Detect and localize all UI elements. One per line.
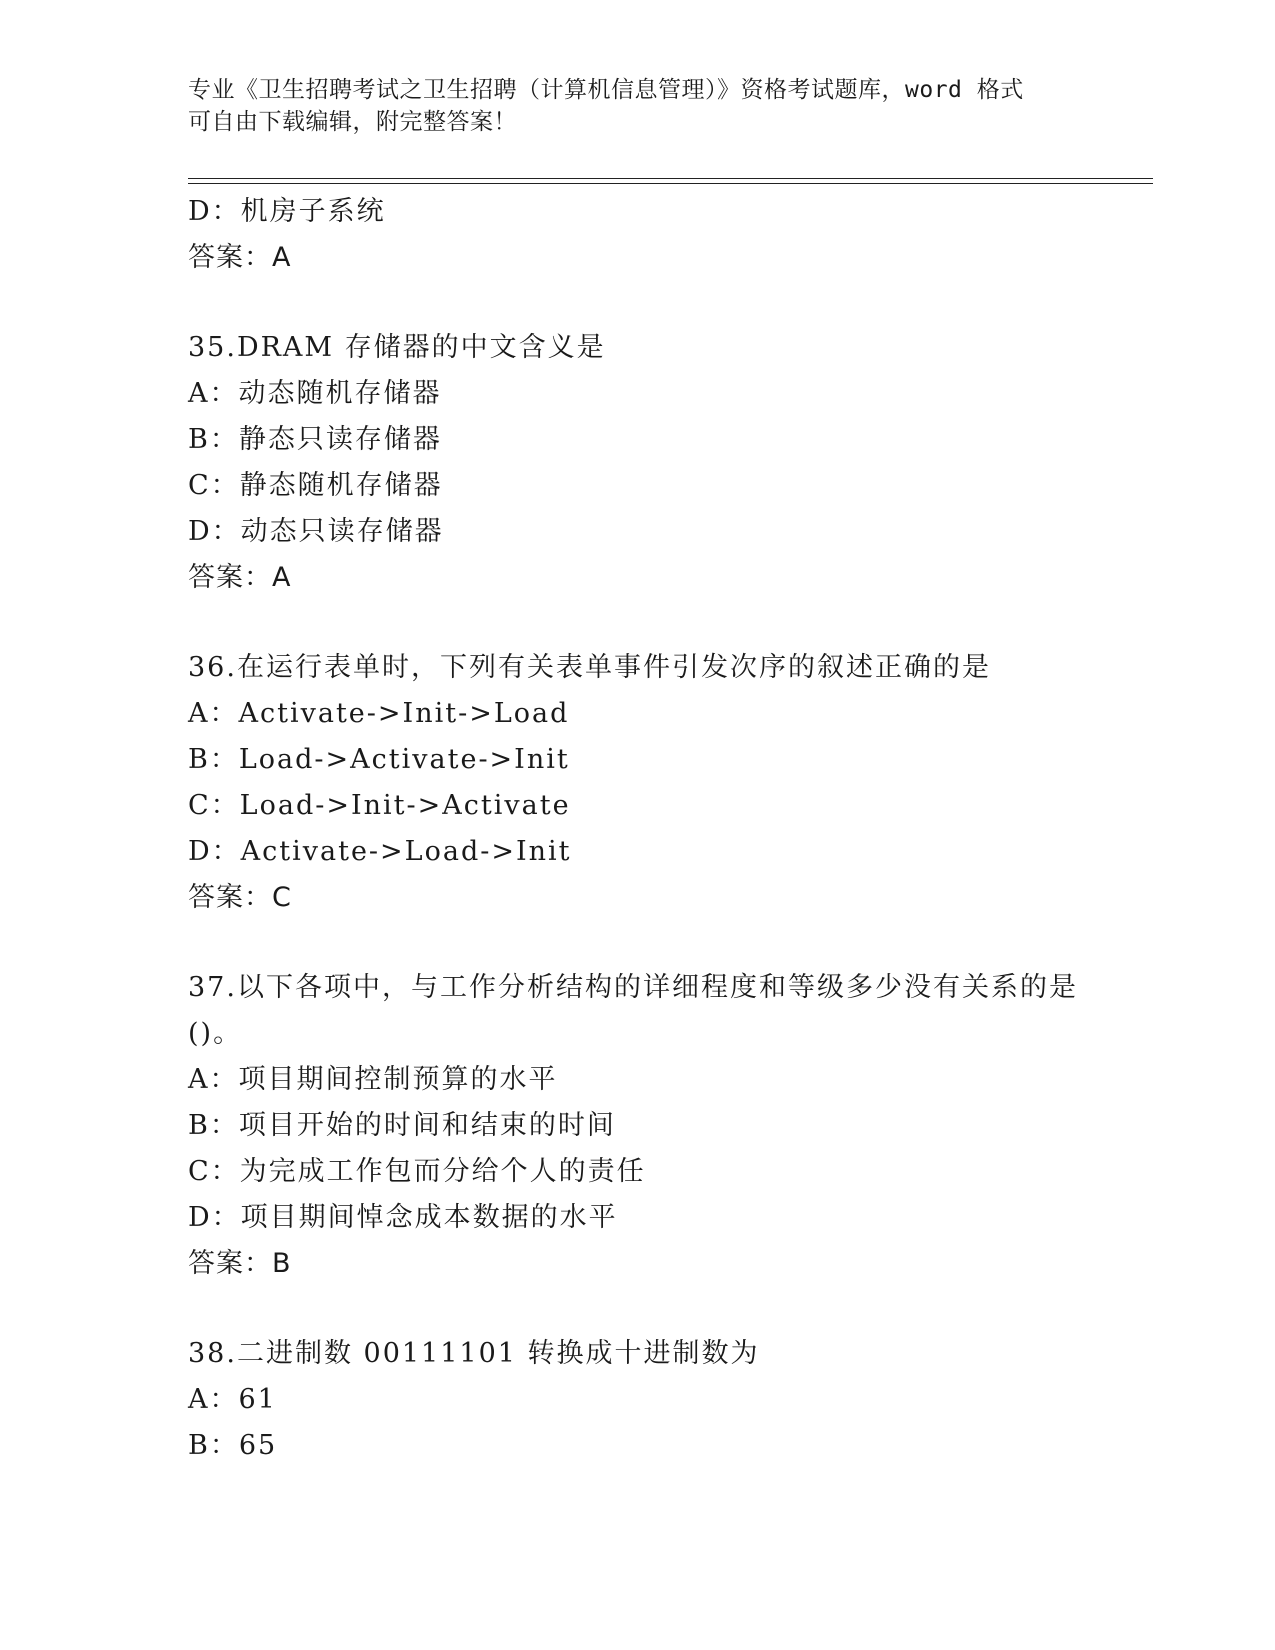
answer: 答案：A <box>188 562 292 593</box>
header-line-2: 可自由下载编辑，附完整答案！ <box>188 109 517 135</box>
option-a: A：61 <box>188 1384 277 1415</box>
option-b: B：Load->Activate->Init <box>188 744 570 775</box>
document-header <box>188 74 1088 138</box>
option-d: D：项目期间悼念成本数据的水平 <box>188 1202 618 1233</box>
option-b: B：静态只读存储器 <box>188 424 442 455</box>
option-d: D：动态只读存储器 <box>188 516 444 547</box>
header-divider-bottom <box>188 183 1153 184</box>
option-b: B：65 <box>188 1430 278 1461</box>
question-stem-line-2: ()。 <box>188 1018 243 1049</box>
question-34-tail <box>188 189 1148 281</box>
option-c: C：为完成工作包而分给个人的责任 <box>188 1156 646 1187</box>
option-a: A：动态随机存储器 <box>188 378 442 409</box>
option-a: A：Activate->Init->Load <box>188 698 570 729</box>
answer: 答案：C <box>188 882 292 913</box>
document-body <box>188 189 1148 1469</box>
question-36 <box>188 645 1148 921</box>
option-c: C：Load->Init->Activate <box>188 790 571 821</box>
question-stem: 36.在运行表单时，下列有关表单事件引发次序的叙述正确的是 <box>188 652 991 683</box>
option-c: C：静态随机存储器 <box>188 470 443 501</box>
question-37 <box>188 965 1148 1287</box>
header-line-1: 专业《卫生招聘考试之卫生招聘（计算机信息管理）》资格考试题库，word 格式 <box>188 77 1024 103</box>
question-stem: 38.二进制数 00111101 转换成十进制数为 <box>188 1338 760 1369</box>
option-a: A：项目期间控制预算的水平 <box>188 1064 558 1095</box>
answer: 答案：A <box>188 242 292 273</box>
answer: 答案：B <box>188 1248 292 1279</box>
option-d: D：机房子系统 <box>188 196 386 227</box>
option-d: D：Activate->Load->Init <box>188 836 572 867</box>
question-stem: 35.DRAM 存储器的中文含义是 <box>188 332 606 363</box>
question-stem-line-1: 37.以下各项中，与工作分析结构的详细程度和等级多少没有关系的是 <box>188 972 1078 1003</box>
option-b: B：项目开始的时间和结束的时间 <box>188 1110 616 1141</box>
question-38 <box>188 1331 1148 1469</box>
question-35 <box>188 325 1148 601</box>
header-divider-top <box>188 178 1153 179</box>
